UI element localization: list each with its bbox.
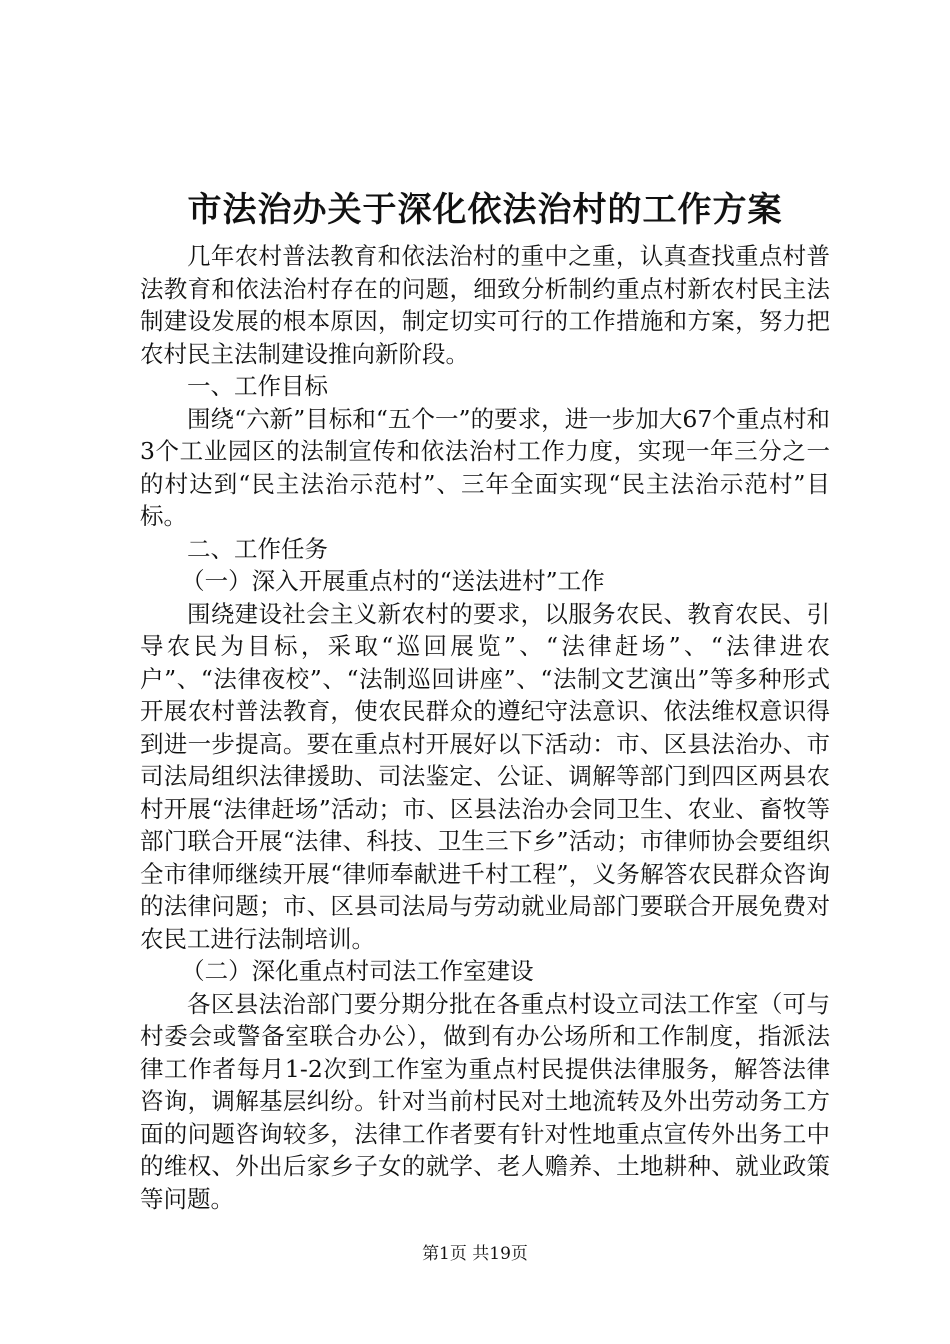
document-page [140,180,830,1215]
subsection-heading-judicial-office: （二）深化重点村司法工作室建设 [181,957,534,985]
intro-paragraph: 几年农村普法教育和依法治村的重中之重，认真查找重点村普法教育和依法治村存在的问题，细致分析制约重点村新农村民主法制建设发展的根本原因，制定切实可行的工作措施和方案，努力把农村民主法制建设推向新阶段。 [140,242,830,368]
judicial-office-paragraph: 各区县法治部门要分期分批在各重点村设立司法工作室（可与村委会或警备室联合办公），做到有办公场所和工作制度，指派法律工作者每月1-2次到工作室为重点村民提供法律服务，解答法律咨询，调解基层纠纷。针对当前村民对土地流转及外出劳动务工方面的问题咨询较多，法律工作者要有针对性地重点宣传外出务工中的维权、外出后家乡子女的就学、老人赡养、土地耕种、就业政策等问题。 [140,989,830,1213]
section-heading-tasks: 二、工作任务 [187,534,328,563]
law-to-village-paragraph: 围绕建设社会主义新农村的要求，以服务农民、教育农民、引导农民为目标，采取“巡回展览”、“法律赶场”、“法律进农户”、“法律夜校”、“法制巡回讲座”、“法制文艺演出”等多种形式开展农村普法教育，使农民群众的遵纪守法意识、依法维权意识得到进一步提高。要在重点村开展好以下活动：市、区县法治办、市司法局组织法律援助、司法鉴定、公证、调解等部门到四区两县农村开展“法律赶场”活动；市、区县法治办会同卫生、农业、畜牧等部门联合开展“法律、科技、卫生三下乡”活动；市律师协会要组织全市律师继续开展“律师奉献进千村工程”，义务解答农民群众咨询的法律问题；市、区县司法局与劳动就业局部门要联合开展免费对农民工进行法制培训。 [140,599,830,953]
section-heading-goals: 一、工作目标 [187,372,328,400]
goals-paragraph: 围绕“六新”目标和“五个一”的要求，进一步加大67个重点村和3个工业园区的法制宣传和依法治村工作力度，实现一年三分之一的村达到“民主法治示范村”、三年全面实现“民主法治示范村”目标。 [140,404,830,530]
subsection-heading-law-to-village: （一）深入开展重点村的“送法进村”工作 [181,567,605,595]
document-title: 市法治办关于深化依法治村的工作方案 [187,190,783,230]
page-number-footer: 第1页 共19页 [422,1244,528,1264]
